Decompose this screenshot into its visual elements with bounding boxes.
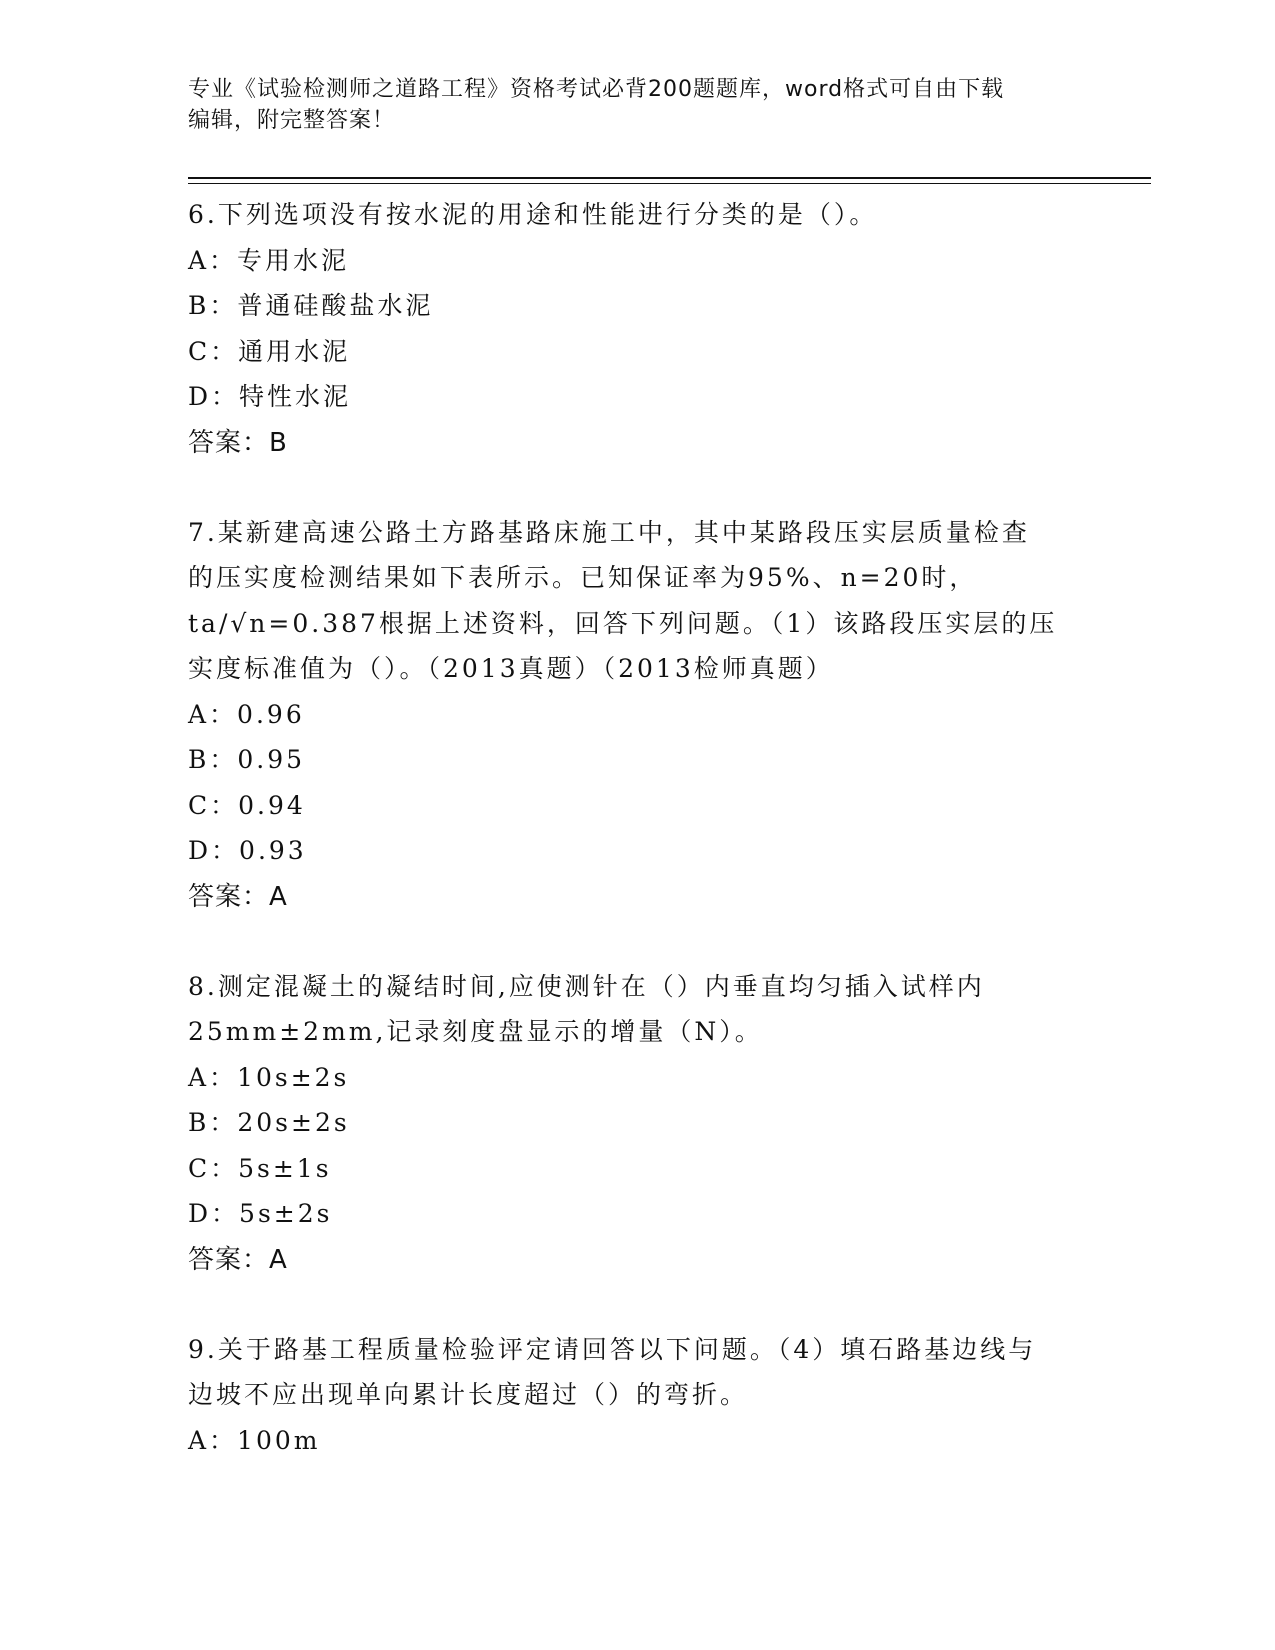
option-d: D：特性水泥 [188, 382, 352, 411]
option-a: A：0.96 [188, 699, 305, 729]
question-stem: 6.下列选项没有按水泥的用途和性能进行分类的是（）。 [188, 200, 878, 229]
option-a: A：100m [188, 1425, 321, 1455]
question-stem: 7.某新建高速公路土方路基路床施工中，其中某路段压实层质量检查 [188, 517, 1030, 547]
option-a: A：专用水泥 [188, 245, 350, 275]
question-8 [188, 964, 1128, 1283]
question-stem: 边坡不应出现单向累计长度超过（）的弯折。 [188, 1380, 749, 1409]
question-stem: 8.测定混凝土的凝结时间,应使测针在（）内垂直均匀插入试样内 [188, 971, 985, 1001]
header-divider-thick [188, 177, 1151, 179]
answer-line: 答案：B [188, 427, 288, 458]
option-b: B：普通硅酸盐水泥 [188, 291, 434, 320]
question-stem: 的压实度检测结果如下表所示。已知保证率为95%、n=20时， [188, 563, 978, 592]
header-line: 编辑，附完整答案！ [188, 108, 396, 133]
option-a: A：10s±2s [188, 1062, 350, 1092]
option-c: C：通用水泥 [188, 336, 351, 366]
document-header [188, 74, 1088, 136]
question-stem: 25mm±2mm,记录刻度盘显示的增量（N）。 [188, 1017, 763, 1046]
option-d: D：0.93 [188, 836, 307, 865]
question-stem: ta/√n=0.387根据上述资料，回答下列问题。（1）该路段压实层的压 [188, 608, 1058, 638]
question-7 [188, 510, 1128, 920]
option-b: B：20s±2s [188, 1108, 350, 1137]
question-stem: 实度标准值为（）。（2013真题）（2013检师真题） [188, 654, 834, 683]
question-9 [188, 1327, 1128, 1464]
question-6 [188, 192, 1128, 466]
option-c: C：5s±1s [188, 1153, 332, 1183]
option-c: C：0.94 [188, 790, 306, 820]
header-line: 专业《试验检测师之道路工程》资格考试必背200题题库，word格式可自由下载 [188, 77, 1005, 102]
question-stem: 9.关于路基工程质量检验评定请回答以下问题。（4）填石路基边线与 [188, 1334, 1037, 1364]
question-list [188, 192, 1128, 1507]
answer-line: 答案：A [188, 1244, 288, 1275]
option-d: D：5s±2s [188, 1199, 333, 1228]
header-divider-thin [188, 183, 1151, 184]
option-b: B：0.95 [188, 745, 306, 774]
answer-line: 答案：A [188, 881, 288, 912]
